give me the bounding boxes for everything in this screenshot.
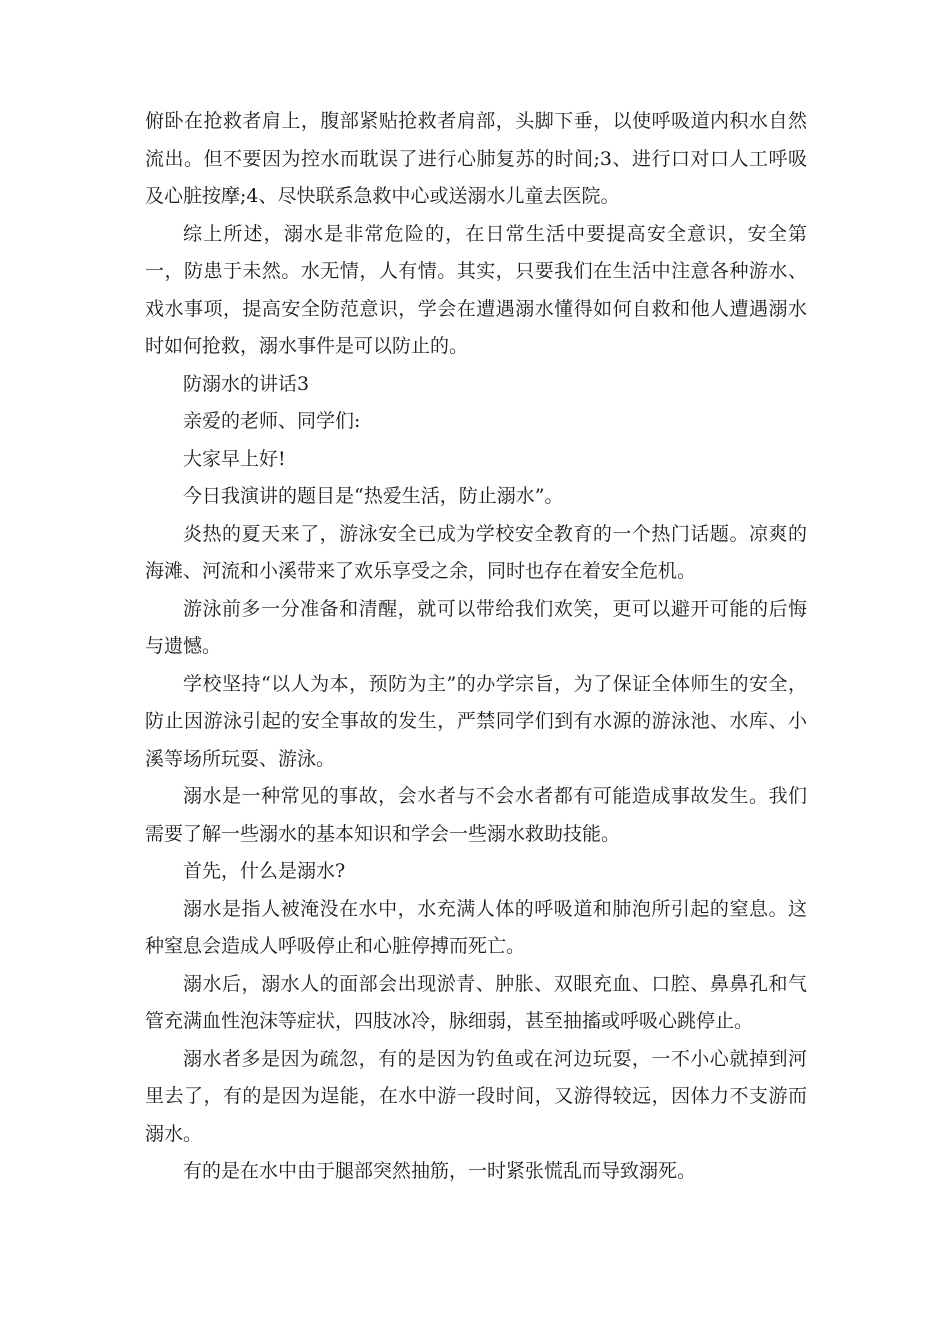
salutation: 亲爱的老师、同学们: (183, 410, 361, 432)
paragraph: 溺水是指人被淹没在水中，水充满人体的呼吸道和肺泡所引起的窒息。这种窒息会造成人呼吸停止和心脏停搏而死亡。 (145, 897, 807, 957)
paragraph: 溺水者多是因为疏忽，有的是因为钓鱼或在河边玩耍，一不小心就掉到河里去了，有的是因为逞能，在水中游一段时间，又游得较远，因体力不支游而溺水。 (145, 1047, 807, 1145)
section-heading: 防溺水的讲话3 (183, 372, 310, 395)
speech-topic: 今日我演讲的题目是“热爱生活，防止溺水”。 (183, 485, 564, 507)
document-body (145, 103, 807, 1191)
paragraph-summary: 综上所述，溺水是非常危险的，在日常生活中要提高安全意识，安全第一，防患于未然。水无情，人有情。其实，只要我们在生活中注意各种游水、戏水事项，提高安全防范意识，学会在遭遇溺水懂得如何自救和他人遭遇溺水时如何抢救，溺水事件是可以防止的。 (145, 222, 807, 357)
question-heading: 首先，什么是溺水? (183, 860, 346, 882)
paragraph: 游泳前多一分准备和清醒，就可以带给我们欢笑，更可以避开可能的后悔与遗憾。 (145, 597, 807, 657)
greeting: 大家早上好! (183, 447, 286, 470)
paragraph: 有的是在水中由于腿部突然抽筋，一时紧张慌乱而导致溺死。 (183, 1160, 697, 1182)
paragraph: 溺水是一种常见的事故，会水者与不会水者都有可能造成事故发生。我们需要了解一些溺水的基本知识和学会一些溺水救助技能。 (145, 785, 807, 845)
paragraph: 炎热的夏天来了，游泳安全已成为学校安全教育的一个热门话题。凉爽的海滩、河流和小溪带来了欢乐享受之余，同时也存在着安全危机。 (145, 522, 807, 582)
paragraph-continuation: 俯卧在抢救者肩上，腹部紧贴抢救者肩部，头脚下垂，以使呼吸道内积水自然流出。但不要因为控水而耽误了进行心肺复苏的时间;3、进行口对口人工呼吸及心脏按摩;4、尽快联系急救中心或送溺水儿童去医院。 (145, 110, 807, 207)
paragraph: 学校坚持“以人为本，预防为主”的办学宗旨，为了保证全体师生的安全，防止因游泳引起的安全事故的发生，严禁同学们到有水源的游泳池、水库、小溪等场所玩耍、游泳。 (145, 672, 807, 770)
paragraph: 溺水后，溺水人的面部会出现淤青、肿胀、双眼充血、口腔、鼻鼻孔和气管充满血性泡沫等症状，四肢冰冷，脉细弱，甚至抽搐或呼吸心跳停止。 (145, 972, 807, 1032)
